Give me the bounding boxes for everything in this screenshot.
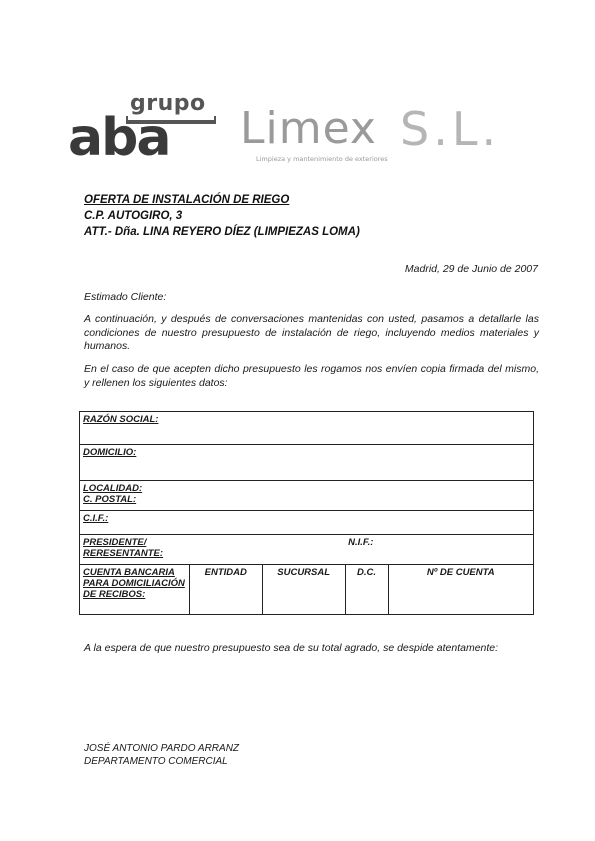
letter-date: Madrid, 29 de Junio de 2007 (404, 263, 538, 275)
signer-department: DEPARTAMENTO COMERCIAL (84, 756, 228, 767)
cif-field[interactable] (80, 511, 534, 535)
logo-sl-text: S.L. (400, 102, 501, 156)
localidad-label: LOCALIDAD: (83, 483, 143, 494)
razon-social-field[interactable] (80, 412, 534, 445)
num-cuenta-label: Nº DE CUENTA (426, 567, 495, 578)
heading-line-1: OFERTA DE INSTALACIÓN DE RIEGO (84, 194, 290, 206)
heading-line-2: C.P. AUTOGIRO, 3 (84, 210, 183, 222)
cuenta-bancaria-label: CUENTA BANCARIA PARA DOMICILIACIÓN DE RECIBOS: (83, 567, 185, 600)
closing-line: A la espera de que nuestro presupuesto sea de su total agrado, se despide atentamente: (84, 642, 499, 654)
heading-line-3: ATT.- Dña. LINA REYERO DÍEZ (LIMPIEZAS LOMA) (84, 226, 360, 238)
cuenta-bancaria-cell (80, 565, 190, 615)
presidente-field[interactable] (80, 535, 346, 565)
nif-field[interactable] (345, 535, 533, 565)
domicilio-label: DOMICILIO: (83, 447, 137, 458)
paragraph-1: A continuación, y después de conversaciones mantenidas con usted, pasamos a detallarle las condiciones de nuestro presupuesto de instalación de riego, incluyendo medios materiales y humanos. (84, 313, 539, 352)
sucursal-label: SUCURSAL (277, 567, 331, 578)
logo-tagline: Limpieza y mantenimiento de exteriores (256, 155, 388, 163)
signer-name: JOSÉ ANTONIO PARDO ARRANZ (84, 743, 240, 754)
entidad-field[interactable] (189, 565, 262, 615)
logo-aba-text: aba (68, 108, 170, 168)
paragraph-2: En el caso de que acepten dicho presupuesto les rogamos nos envíen copia firmada del mismo, y rellenen los siguientes datos: (84, 363, 539, 389)
cif-label: C.I.F.: (83, 513, 109, 524)
localidad-field[interactable] (80, 481, 534, 511)
limex-logo (240, 102, 530, 168)
client-data-form (79, 411, 534, 615)
num-cuenta-field[interactable] (388, 565, 534, 615)
logo-limex-text: Limex (240, 103, 377, 154)
greeting: Estimado Cliente: (84, 291, 167, 303)
grupo-aba-logo (68, 92, 218, 167)
domicilio-field[interactable] (80, 445, 534, 481)
document-heading (84, 192, 360, 240)
signature-block (84, 742, 239, 768)
nif-label: N.I.F.: (348, 537, 374, 548)
sucursal-field[interactable] (262, 565, 345, 615)
cpostal-label: C. POSTAL: (83, 494, 137, 505)
dc-field[interactable] (345, 565, 388, 615)
razon-social-label: RAZÓN SOCIAL: (83, 414, 159, 425)
entidad-label: ENTIDAD (204, 567, 247, 578)
presidente-label: PRESIDENTE/ RERESENTANTE: (83, 537, 164, 559)
logo-grupo-text: grupo (130, 91, 206, 116)
dc-label: D.C. (357, 567, 377, 578)
